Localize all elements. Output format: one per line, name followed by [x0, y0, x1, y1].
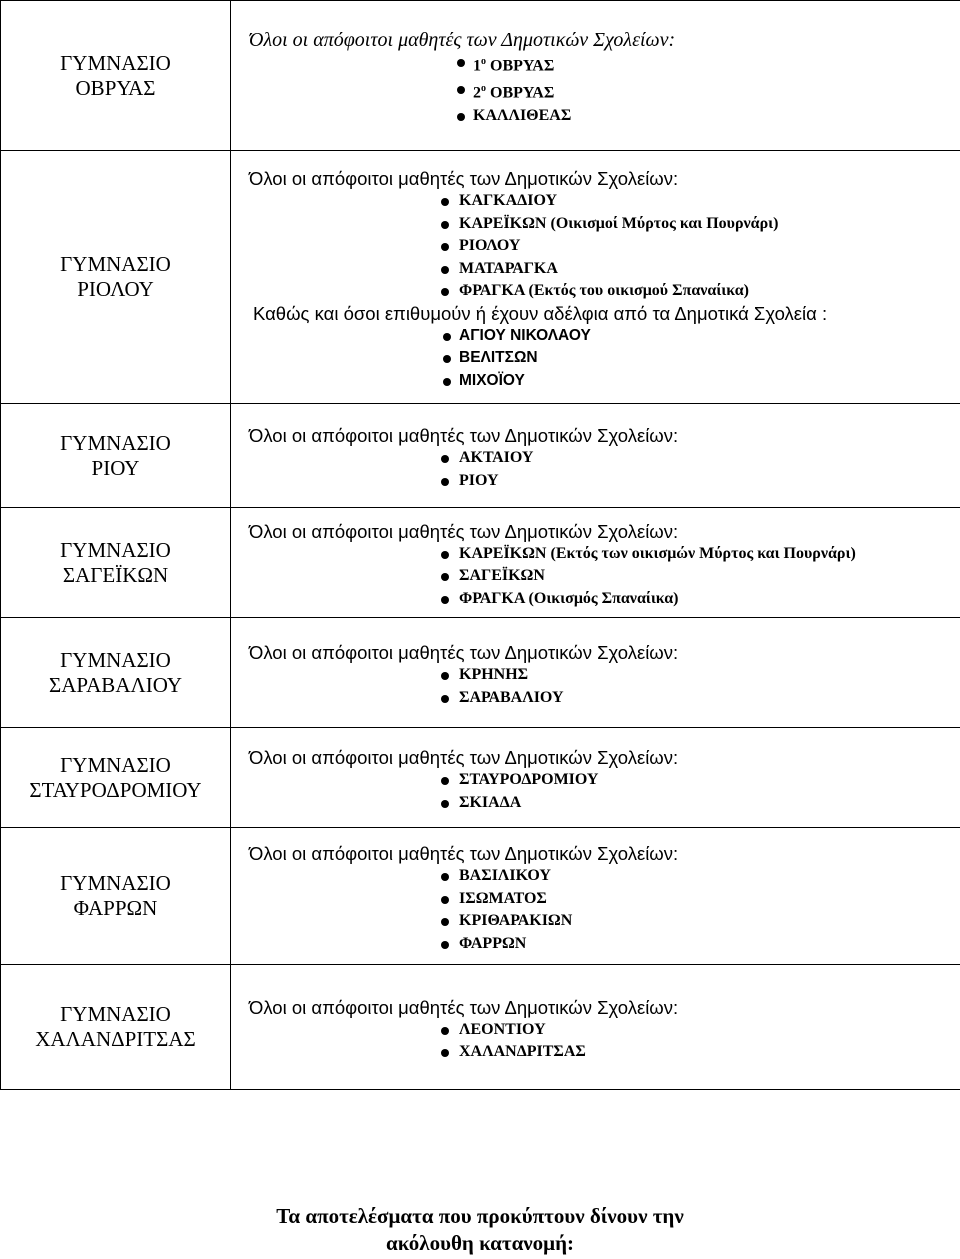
bullet-icon — [441, 455, 449, 463]
school-list-item — [231, 1019, 960, 1042]
school-list — [231, 1019, 960, 1064]
primary-schools-cell — [231, 404, 960, 508]
intro-text: Όλοι οι απόφοιτοι μαθητές των Δημοτικών Σχολείων: — [249, 843, 679, 864]
gymnasium-name-cell — [1, 828, 231, 965]
school-list-item — [231, 565, 960, 588]
school-list-item — [231, 792, 960, 815]
gymnasium-name-line: ΓΥΜΝΑΣΙΟ — [60, 252, 171, 276]
school-row — [1, 965, 960, 1090]
gymnasium-name-line: ΡΙΟΥ — [91, 455, 140, 480]
gymnasium-name-line: ΓΥΜΝΑΣΙΟ — [60, 752, 171, 777]
school-list-item — [231, 543, 960, 566]
school-list-item — [231, 280, 960, 303]
school-list-item — [231, 235, 960, 258]
bullet-icon — [441, 288, 449, 296]
gymnasium-name-line: ΟΒΡΥΑΣ — [75, 75, 156, 100]
school-list — [231, 447, 960, 492]
school-name: ΣΚΙΑΔΑ — [459, 793, 522, 811]
school-row — [1, 618, 960, 728]
primary-schools-cell — [231, 618, 960, 728]
bullet-icon — [441, 266, 449, 274]
ordinal-suffix: ο — [481, 83, 486, 95]
school-name: ΛΕΟΝΤΙΟΥ — [459, 1020, 546, 1038]
school-list — [231, 325, 960, 393]
gymnasium-name-line: ΡΙΟΛΟΥ — [77, 277, 154, 301]
bullet-icon — [441, 941, 449, 949]
bullet-icon — [441, 1049, 449, 1057]
school-list — [231, 190, 960, 303]
gymnasium-name-cell — [1, 728, 231, 828]
school-name: ΒΕΛΙΤΣΩΝ — [459, 349, 538, 366]
footer-line-2: ακόλουθη κατανομή: — [385, 1231, 574, 1255]
school-list-item — [231, 190, 960, 213]
school-list — [231, 51, 960, 127]
school-row — [1, 404, 960, 508]
bullet-icon — [441, 672, 449, 680]
school-list-item — [231, 370, 960, 393]
school-name: ΚΑΡΕΪΚΩΝ (Οικισμοί Μύρτος και Πουρνάρι) — [459, 214, 779, 232]
footer-text — [0, 1203, 960, 1257]
gymnasium-name-line: ΣΤΑΥΡΟΔΡΟΜΙΟΥ — [29, 777, 202, 802]
school-number: 1 — [473, 57, 481, 75]
intro-text: Όλοι οι απόφοιτοι μαθητές των Δημοτικών Σχολείων: — [249, 747, 679, 768]
school-name: ΧΑΛΑΝΔΡΙΤΣΑΣ — [459, 1043, 586, 1060]
intro-text: Όλοι οι απόφοιτοι μαθητές των Δημοτικών Σχολείων: — [249, 168, 679, 189]
primary-schools-cell — [231, 965, 960, 1090]
gymnasium-name-cell — [1, 508, 231, 618]
intro-text: Όλοι οι απόφοιτοι μαθητές των Δημοτικών Σχολείων: — [249, 425, 679, 446]
gymnasium-name-line: ΓΥΜΝΑΣΙΟ — [60, 430, 171, 455]
school-name: ΦΡΑΓΚΑ (Εκτός του οικισμού Σπαναίικα) — [459, 282, 749, 299]
school-list-item — [231, 1041, 960, 1064]
additional-intro-text: Καθώς και όσοι επιθυμούν ή έχουν αδέλφια από τα Δημοτικά Σχολεία : — [253, 302, 828, 324]
bullet-icon — [441, 777, 449, 785]
gymnasium-name-cell — [1, 1, 231, 151]
school-row — [1, 728, 960, 828]
primary-schools-cell — [231, 728, 960, 828]
primary-schools-content — [231, 515, 960, 611]
school-list-item — [231, 865, 960, 888]
school-name: ΚΑΓΚΑΔΙΟΥ — [459, 192, 558, 209]
school-list-item — [231, 347, 960, 370]
school-name: ΦΑΡΡΩΝ — [459, 934, 527, 952]
school-name: ΣΑΡΑΒΑΛΙΟΥ — [459, 688, 564, 706]
school-list-item — [231, 325, 960, 348]
school-name: ΣΤΑΥΡΟΔΡΟΜΙΟΥ — [459, 771, 599, 788]
bullet-icon — [441, 896, 449, 904]
bullet-icon — [441, 221, 449, 229]
gymnasium-name-line: ΓΥΜΝΑΣΙΟ — [60, 50, 171, 75]
primary-schools-cell — [231, 1, 960, 151]
school-name: ΚΑΛΛΙΘΕΑΣ — [473, 107, 572, 125]
schools-table-body — [1, 1, 960, 1090]
school-name: ΦΡΑΓΚΑ (Οικισμός Σπαναίικα) — [459, 589, 679, 607]
intro-text: Όλοι οι απόφοιτοι μαθητές των Δημοτικών Σχολείων: — [249, 29, 676, 52]
school-list-item — [231, 470, 960, 493]
footer-line-1: Τα αποτελέσματα που προκύπτουν δίνουν την — [276, 1204, 684, 1228]
gymnasium-name-line: ΣΑΡΑΒΑΛΙΟΥ — [48, 672, 182, 697]
bullet-icon — [457, 86, 465, 94]
bullet-icon — [441, 873, 449, 881]
school-list-item — [231, 910, 960, 933]
bullet-icon — [441, 800, 449, 808]
school-list-item — [231, 769, 960, 792]
school-number: 2 — [473, 84, 481, 102]
school-name: ΡΙΟΥ — [459, 471, 499, 489]
school-name: ΚΡΙΘΑΡΑΚΙΩΝ — [459, 912, 573, 929]
bullet-icon — [441, 573, 449, 581]
gymnasium-name-line: ΧΑΛΑΝΔΡΙΤΣΑΣ — [35, 1027, 196, 1051]
gymnasium-name-line: ΓΥΜΝΑΣΙΟ — [60, 1002, 171, 1026]
primary-schools-content — [231, 991, 960, 1064]
bullet-icon — [443, 378, 451, 386]
primary-schools-content — [231, 23, 960, 127]
school-name: ΟΒΡΥΑΣ — [490, 57, 555, 75]
school-name: ΟΒΡΥΑΣ — [490, 84, 555, 102]
school-name: ΜΙΧΟΪΟΥ — [459, 371, 525, 389]
school-list-item — [231, 258, 960, 281]
intro-text: Όλοι οι απόφοιτοι μαθητές των Δημοτικών Σχολείων: — [249, 520, 679, 542]
school-name: ΑΓΙΟΥ ΝΙΚΟΛΑΟΥ — [459, 326, 591, 344]
gymnasium-name-line: ΦΑΡΡΩΝ — [73, 896, 158, 920]
bullet-icon — [457, 59, 465, 67]
school-name: ΑΚΤΑΙΟΥ — [459, 449, 534, 466]
school-list-item — [231, 447, 960, 470]
school-row — [1, 508, 960, 618]
school-name: ΙΣΩΜΑΤΟΣ — [459, 889, 547, 907]
ordinal-suffix: ο — [481, 56, 486, 68]
school-list — [231, 769, 960, 814]
school-list-item — [231, 213, 960, 236]
school-list-item — [231, 588, 960, 611]
school-name: ΡΙΟΛΟΥ — [459, 237, 521, 254]
school-name: ΚΡΗΝΗΣ — [459, 666, 529, 683]
school-list-item — [231, 687, 960, 710]
intro-text: Όλοι οι απόφοιτοι μαθητές των Δημοτικών Σχολείων: — [249, 996, 679, 1018]
bullet-icon — [441, 198, 449, 206]
primary-schools-content — [231, 636, 960, 709]
primary-schools-content — [231, 419, 960, 492]
school-name: ΚΑΡΕΪΚΩΝ (Εκτός των οικισμών Μύρτος και Πουρνάρι) — [459, 544, 856, 562]
bullet-icon — [443, 355, 451, 363]
bullet-icon — [441, 478, 449, 486]
intro-text: Όλοι οι απόφοιτοι μαθητές των Δημοτικών Σχολείων: — [249, 642, 679, 663]
primary-schools-content — [231, 741, 960, 814]
school-list-item — [231, 105, 960, 128]
primary-schools-cell — [231, 508, 960, 618]
school-list — [231, 865, 960, 955]
school-name: ΣΑΓΕΪΚΩΝ — [459, 567, 545, 585]
school-list-item — [231, 888, 960, 911]
school-list-item — [231, 664, 960, 687]
bullet-icon — [441, 596, 449, 604]
gymnasium-name-cell — [1, 404, 231, 508]
gymnasium-name-line: ΓΥΜΝΑΣΙΟ — [60, 537, 171, 562]
gymnasium-name-cell — [1, 618, 231, 728]
gymnasium-name-line: ΓΥΜΝΑΣΙΟ — [60, 871, 171, 895]
school-list-item — [231, 51, 960, 78]
school-row — [1, 1, 960, 151]
primary-schools-cell — [231, 151, 960, 404]
gymnasium-name-cell — [1, 151, 231, 404]
school-name: ΒΑΣΙΛΙΚΟΥ — [459, 867, 551, 884]
gymnasium-name-line: ΣΑΓΕΪΚΩΝ — [62, 562, 169, 587]
bullet-icon — [441, 918, 449, 926]
primary-schools-cell — [231, 828, 960, 965]
primary-schools-content — [231, 837, 960, 955]
bullet-icon — [457, 113, 465, 121]
gymnasium-name-line: ΓΥΜΝΑΣΙΟ — [60, 647, 171, 672]
school-list-item — [231, 78, 960, 105]
school-list — [231, 543, 960, 611]
school-name: ΜΑΤΑΡΑΓΚΑ — [459, 259, 558, 277]
bullet-icon — [441, 243, 449, 251]
gymnasium-name-cell — [1, 965, 231, 1090]
bullet-icon — [441, 695, 449, 703]
bullet-icon — [441, 551, 449, 559]
bullet-icon — [441, 1027, 449, 1035]
school-row — [1, 151, 960, 404]
bullet-icon — [443, 333, 451, 341]
school-row — [1, 828, 960, 965]
school-list-item — [231, 933, 960, 956]
school-list — [231, 664, 960, 709]
primary-schools-content — [231, 162, 960, 392]
